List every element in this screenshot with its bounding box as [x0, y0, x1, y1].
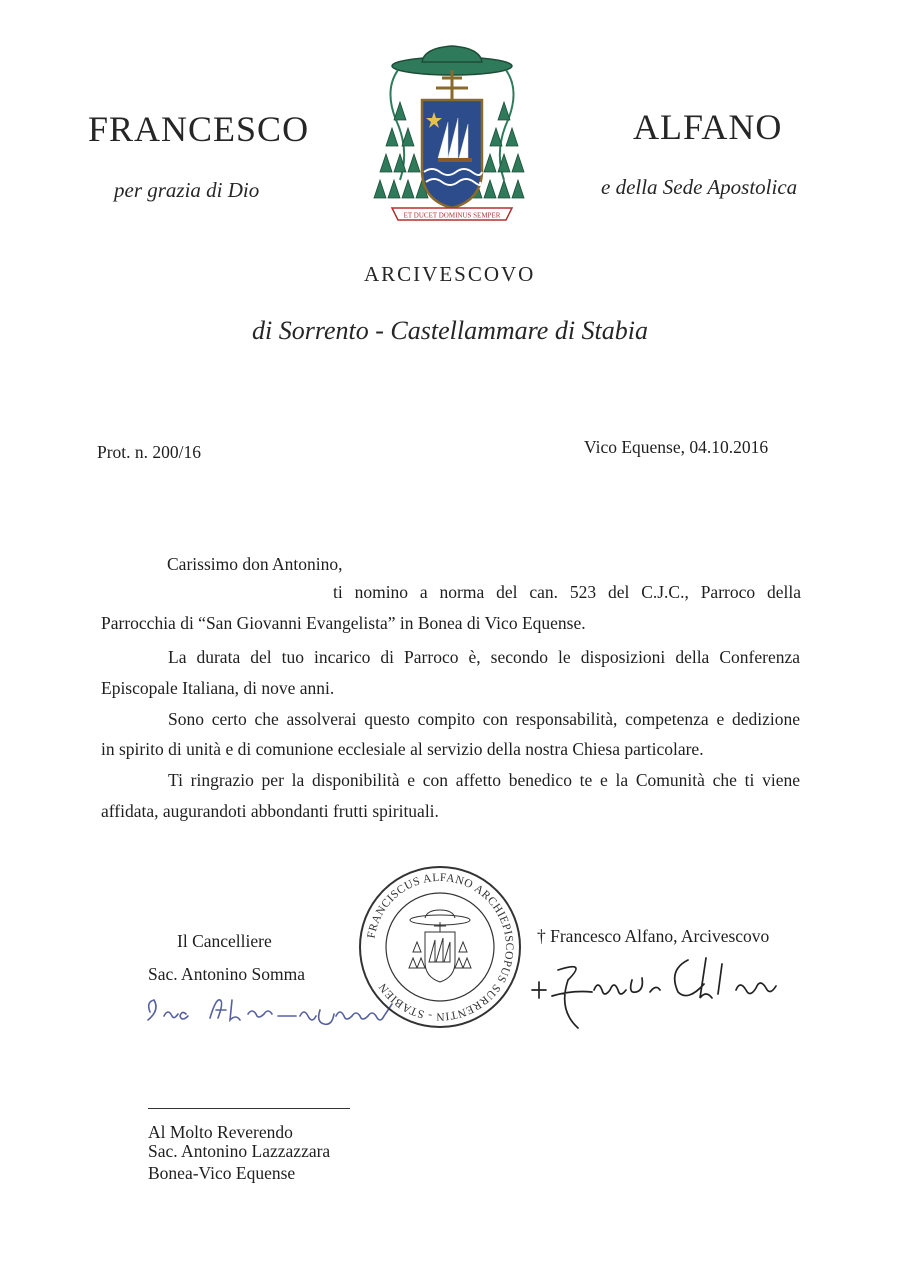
header-last-name: ALFANO: [633, 107, 783, 147]
recipient-line-1: Al Molto Reverendo: [148, 1122, 293, 1142]
archbishop-name: † Francesco Alfano, Arcivescovo: [537, 926, 770, 946]
seal-text: FRANCISCUS ALFANO ARCHIEPISCOPUS SURRENTIN - STABIEN: [365, 871, 516, 1023]
diocese-subtitle: di Sorrento - Castellammare di Stabia: [252, 316, 649, 345]
letter-line: La durata del tuo incarico di Parroco è, secondo le disposizioni della Conferenza: [168, 647, 800, 667]
salutation: Carissimo don Antonino,: [167, 554, 343, 574]
recipient-line-2: Sac. Antonino Lazzazzara: [148, 1141, 331, 1161]
tassels-left: [374, 102, 428, 198]
header-subtitle-right: e della Sede Apostolica: [601, 175, 798, 199]
letter-line: Sono certo che assolverai questo compito con responsabilità, competenza e dedizione: [168, 709, 800, 729]
protocol-number: Prot. n. 200/16: [97, 442, 202, 462]
letter-line: Episcopale Italiana, di nove anni.: [101, 678, 335, 698]
letter-line: in spirito di unità e di comunione ecclesiale al servizio della nostra Chiesa particolare.: [101, 739, 704, 759]
divider-line: [148, 1108, 350, 1109]
coat-of-arms: [370, 40, 535, 225]
header-first-name: FRANCESCO: [88, 109, 310, 149]
letter-line: affidata, augurandoti abbondanti frutti spirituali.: [101, 801, 439, 821]
letter-line: Parrocchia di “San Giovanni Evangelista” in Bonea di Vico Equense.: [101, 613, 586, 633]
galero-hat-crown: [422, 46, 482, 62]
episcopal-seal: [355, 862, 525, 1032]
chancellor-name: Sac. Antonino Somma: [148, 964, 306, 984]
archbishop-signature: [528, 950, 788, 1040]
letter-line: Ti ringrazio per la disponibilità e con affetto benedico te e la Comunità che ti viene: [168, 770, 800, 790]
motto-text: ET DUCET DOMINUS SEMPER: [403, 211, 501, 220]
page-title: ARCIVESCOVO: [364, 262, 536, 286]
header-subtitle-left: per grazia di Dio: [114, 178, 260, 202]
place-date: Vico Equense, 04.10.2016: [584, 437, 769, 457]
chancellor-title: Il Cancelliere: [177, 931, 272, 951]
letter-line: ti nomino a norma del can. 523 del C.J.C., Parroco della: [333, 582, 801, 602]
recipient-line-3: Bonea-Vico Equense: [148, 1163, 296, 1183]
